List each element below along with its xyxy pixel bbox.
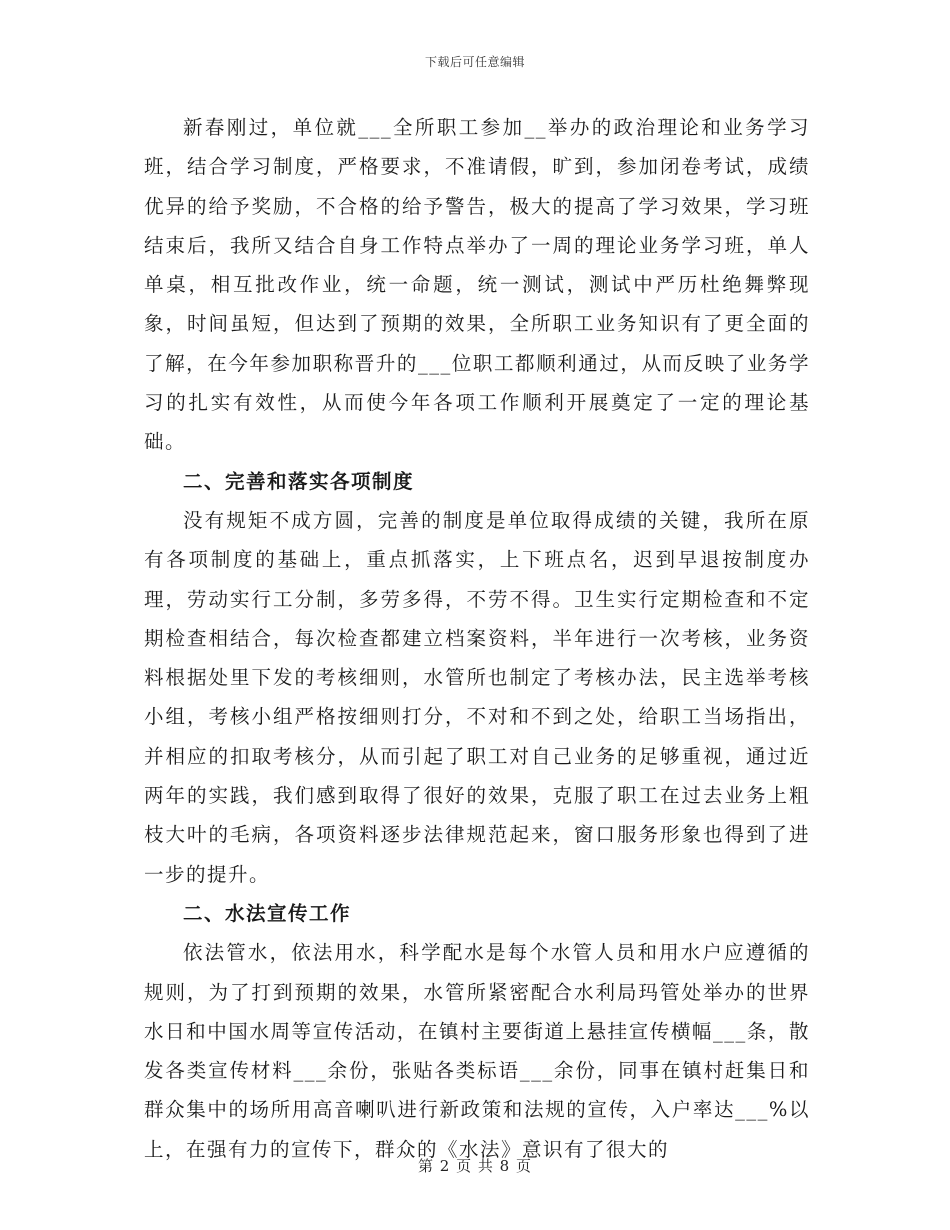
paragraph-regulations: 没有规矩不成方圆，完善的制度是单位取得成绩的关键，我所在原有各项制度的基础上，重点抓落实，上下班点名，迟到早退按制度办理，劳动实行工分制，多劳多得，不劳不得。卫生实行定期检查和不定期检查相结合，每次检查都建立档案资料，半年进行一次考核，业务资料根据处里下发的考核细则，水管所也制定了考核办法，民主选举考核小组，考核小组严格按细则打分，不对和不到之处，给职工当场指出，并相应的扣取考核分，从而引起了职工对自己业务的足够重视，通过近两年的实践，我们感到取得了很好的效果，克服了职工在过去业务上粗枝大叶的毛病，各项资料逐步法律规范起来，窗口服务形象也得到了进一步的提升。 — [144, 508, 810, 886]
page-number: 第 2 页 共 8 页 — [418, 1157, 532, 1175]
section-heading-water-law: 二、水法宣传工作 — [183, 901, 352, 925]
section-heading-regulations: 二、完善和落实各项制度 — [183, 469, 415, 493]
paragraph-water-law: 依法管水，依法用水，科学配水是每个水管人员和用水户应遵循的规则，为了打到预期的效果，水管所紧密配合水利局玛管处举办的世界水日和中国水周等宣传活动，在镇村主要街道上悬挂宣传横幅___条，散发各类宣传材料___余份，张贴各类标语___余份，同事在镇村赶集日和群众集中的场所用高音喇叭进行新政策和法规的宣传，入户率达___%以上，在强有力的宣传下，群众的《水法》意识有了很大的 — [144, 941, 810, 1161]
paragraph-study-class: 新春刚过，单位就___全所职工参加__举办的政治理论和业务学习班，结合学习制度，严格要求，不准请假，旷到，参加闭卷考试，成绩优异的给予奖励，不合格的给予警告，极大的提高了学习效果，学习班结束后，我所又结合自身工作特点举办了一周的理论业务学习班，单人单桌，相互批改作业，统一命题，统一测试，测试中严历杜绝舞弊现象，时间虽短，但达到了预期的效果，全所职工业务知识有了更全面的了解，在今年参加职称晋升的___位职工都顺利通过，从而反映了业务学习的扎实有效性，从而使今年各项工作顺利开展奠定了一定的理论基础。 — [144, 116, 810, 454]
document-body — [144, 108, 810, 1169]
page-header: 下载后可任意编辑 — [424, 55, 525, 69]
